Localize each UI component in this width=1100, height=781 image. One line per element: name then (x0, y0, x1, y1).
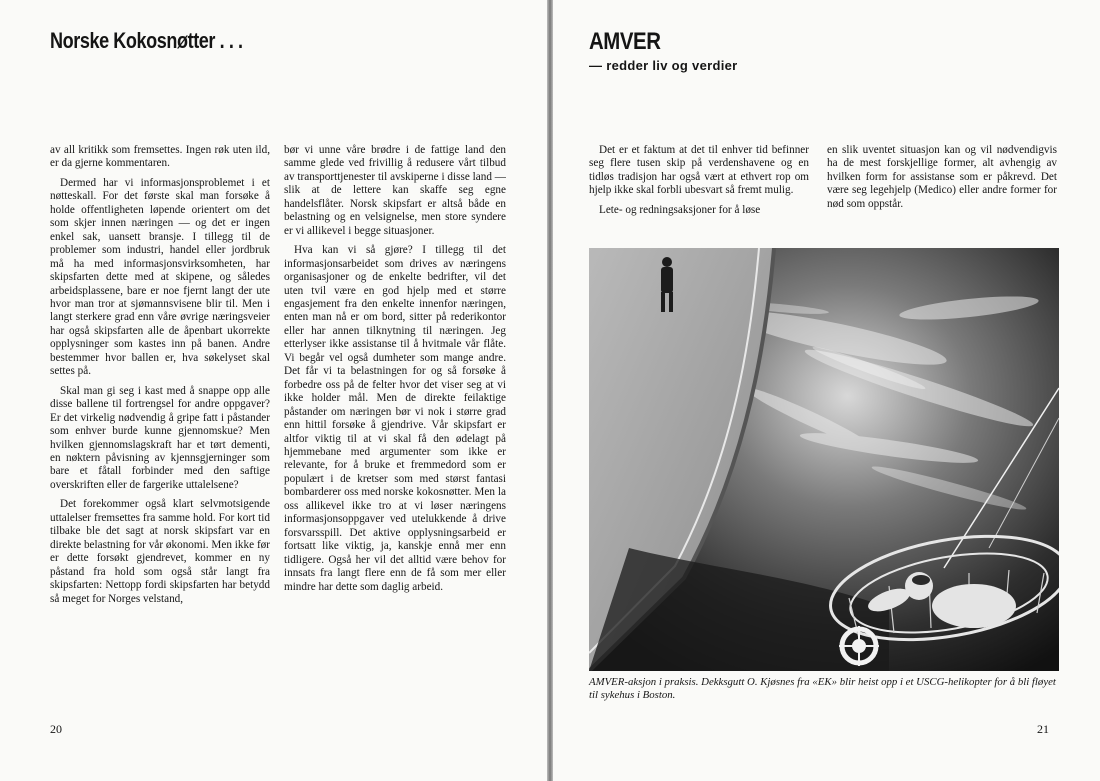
right-page-title: AMVER (589, 28, 661, 55)
rescue-photo-image (589, 248, 1059, 671)
right-page (553, 0, 1100, 781)
left-page-title: Norske Kokosnøtter . . . (50, 28, 243, 53)
left-column-2 (284, 144, 506, 709)
right-column-2 (827, 144, 1057, 240)
paragraph: Det er et faktum at det til enhver tid befinner seg flere tusen skip på verdenshavene og en tidløs tradisjon har også vært at ethvert rop om hjelp ikke skal forbli ubesvart så fremt mulig. (589, 144, 809, 197)
paragraph: Det forekommer også klart selvmotsigende uttalelser fremsettes fra samme hold. For kort tid tilbake ble det sagt at norsk skipsfart var en direkte belastning for vår økonomi. Men ikke før er dette forsøkt gjendrevet, kommer en ny påstand fra hold som også står langt fra skipsfarten: Nettopp fordi skipsfarten har betydd så meget for Norges velstand, (50, 498, 270, 605)
paragraph: Lete- og redningsaksjoner for å løse (599, 203, 761, 216)
right-column-1 (589, 144, 809, 240)
paragraph: Skal man gi seg i kast med å snappe opp alle disse ballene til fortrengsel for andre oppgaver? Er det virkelig nødvendig å gripe fatt i påstander som enhver burde kunne gjennomskue? Men hvilken gjennomslagskraft har et tørt dementi, en nøktern påvisning av kjennsgjerninger som bare et fåtall forbinder med den saftige overskriften eller de fargerike uttalelsene? (50, 384, 270, 491)
paragraph: bør vi unne våre brødre i de fattige land den samme glede ved frivillig å redusere vårt tilbud av transporttjenester til avskiperne i disse land — slik at de lettere kan skaffe seg egne handelsflåter. Norsk skipsfart er altså både en belastning og en velsignelse, men store syndere er vi allikevel i begge situasjoner. (284, 144, 506, 237)
paragraph: en slik uventet situasjon kan og vil nødvendigvis ha de mest forskjellige former, alt avhengig av hvilken form for assistanse som er påkrevd. Det være seg legehjelp (Medico) eller andre former for nød som oppstår. (827, 144, 1057, 210)
rescue-photo (589, 248, 1059, 671)
right-page-subtitle: — redder liv og verdier (589, 58, 738, 73)
paragraph: Hva kan vi så gjøre? I tillegg til det informasjonsarbeidet som drives av næringens organisasjoner og de enkelte bedrifter, vil det uten tvil være en god hjelp med et større engasjement fra den enkelte innenfor næringen, enten man nå er om bord, sitter på rederikontor eller har annen tilknytning til næringen. Jeg etterlyser ikke assistanse til å hvitmale vår flåte. Vi begår vel også dumheter som mange andre. Det får vi ta belastningen for og så forsøke å forbedre oss på de felter hvor det viser seg at vi ikke holder mål. Men de direkte feilaktige påstander om næringen bør vi nok i større grad enn hittil forsøke å gjendrive. Vår skipsfart er altfor viktig til at vi skal få den ødelagt på hjemmebane med argumenter som ikke er relevante, for å bruke et fremmedord som er populært i de kretser som med størst fantasi bombarderer oss med norske kokosnøtter. Men la oss allikevel ikke tro at vi løser næringens informasjonsoppgaver ved utelukkende å drive forsvarsspill. Det aktive opplysningsarbeid er fortsatt like viktig, ja, kanskje ennå mer enn tidligere. Også her vil det alltid være behov for innsats fra langt flere enn de få som mer eller mindre har dette som daglig arbeid. (284, 244, 506, 593)
photo-caption: AMVER-aksjon i praksis. Dekksgutt O. Kjøsnes fra «EK» blir heist opp i et USCG-helikopter for å bli fløyet til sykehus i Boston. (589, 676, 1056, 701)
left-page (0, 0, 547, 781)
page-number-right: 21 (1037, 722, 1049, 736)
paragraph: av all kritikk som fremsettes. Ingen røk uten ild, er da gjerne kommentaren. (50, 144, 270, 170)
left-column-1 (50, 144, 270, 714)
paragraph: Dermed har vi informasjonsproblemet i et nøtteskall. For det første skal man forsøke å holde offentligheten løpende orientert om det som skjer innen næringen — og det er ingen enkel sak, uansett bransje. I tillegg til de problemer som industri, handel eller jordbruk må ha med informasjonsvirksomheten, har skipsfarten dette med at skipene, og således arbeidsplassene, bare er noe fjernt langt der ute hvor man tror at sjømannsvisene blir til. Men i langt sterkere grad enn våre øvrige næringsveier har også skipsfarten alle de åpenbart ukorrekte opplysninger som kastes inn på banen. Andre bestemmer hvor ballen er, hva søkelyset skal settes på. (50, 176, 270, 378)
page-number-left: 20 (50, 722, 62, 736)
